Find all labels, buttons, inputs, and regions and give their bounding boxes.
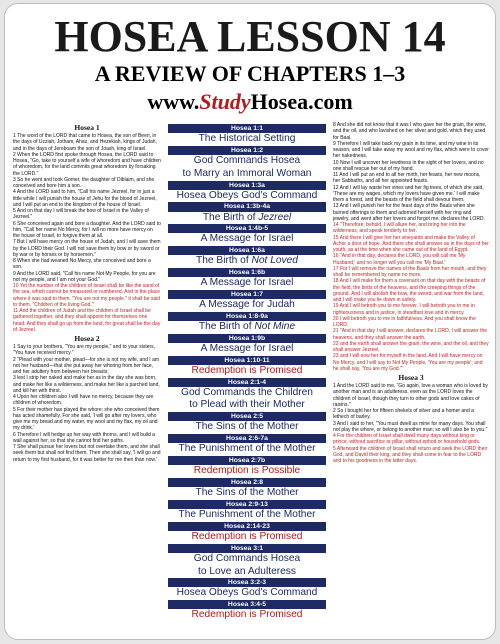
section-title: A Message for Israel bbox=[200, 342, 294, 354]
verse: 22 and the earth shall answer the grain, the wine, and the oil, and they shall answer Jezreel, bbox=[333, 340, 489, 353]
passage-reference-bar: Hosea 1:9b bbox=[168, 334, 326, 343]
passage-reference-bar: Hosea 2:9-13 bbox=[168, 500, 326, 509]
verse: 5 Afterward the children of Israel shall return and seek the LORD their God, and David their king, and they shall come in fear to the LORD and to his goodness in the latter days. bbox=[333, 445, 488, 464]
section-title: The Punishment of the Mother bbox=[178, 443, 316, 455]
verse: 6 Therefore I will hedge up her way with thorns, and I will build a wall against her, so that she cannot find her paths. bbox=[13, 431, 155, 444]
section-title: The Punishment of the Mother bbox=[178, 508, 316, 520]
passage-reference-bar: Hosea 1:1 bbox=[168, 124, 326, 133]
verse: 4 For the children of Israel shall dwell many days without king or prince, without sacrifice or pillar, without ephod or household gods. bbox=[333, 433, 481, 446]
verse: 2 So I bought her for fifteen shekels of silver and a homer and a lethech of barley. bbox=[333, 408, 474, 421]
passage-reference-bar: Hosea 1:7 bbox=[168, 290, 326, 299]
chapter-2-continued-text bbox=[333, 122, 489, 372]
section-title: Redemption is Promised bbox=[191, 609, 303, 621]
section-title: A Message for Israel bbox=[200, 277, 294, 289]
verse: 11 And the children of Judah and the children of Israel shall be gathered together, and they shall appoint for themselves one head. And they shall go up from the land, for great shall be the day of Jezreel. bbox=[13, 308, 161, 333]
website-suffix: Hosea.com bbox=[250, 89, 353, 114]
section-title: Redemption is Possible bbox=[193, 465, 301, 477]
website-prefix: www. bbox=[147, 89, 200, 114]
verse: 21 "And in that day I will answer, declares the LORD, I will answer the heavens, and they shall answer the earth, bbox=[333, 328, 488, 341]
verse: 1 And the LORD said to me, "Go again, love a woman who is loved by another man and is an adulteress, even as the LORD loves the children of Israel, though they turn to other gods and love cakes of raisins." bbox=[333, 383, 488, 408]
passage-reference-bar: Hosea 2:5 bbox=[168, 412, 326, 421]
passage-reference-bar: Hosea 1:8-9a bbox=[168, 312, 326, 321]
section-title: Hosea Obeys God's Command bbox=[176, 587, 318, 599]
passage-reference-bar: Hosea 2:6-7a bbox=[168, 434, 326, 443]
page-title: HOSEA LESSON 14 bbox=[54, 12, 446, 61]
verse: 10 Yet the number of the children of Israel shall be like the sand of the sea, which cannot be measured or numbered. And in the place where it was said to them, "You are not my people," it shall be said to them, "Children of the living God." bbox=[13, 283, 161, 308]
section-title: Redemption is Promised bbox=[191, 530, 303, 542]
verse: 11 And I will put an end to all her mirth, her feasts, her new moons, her Sabbaths, and all her appointed feasts. bbox=[333, 172, 481, 185]
outline-column bbox=[168, 124, 326, 622]
verse: 15 And there I will give her her vineyards and make the Valley of Achor a door of hope. And there she shall answer as in the days of her youth, as at the time when she came out of the land of Egypt. bbox=[333, 234, 489, 253]
verse: 8 And she did not know that it was I who gave her the grain, the wine, and the oil, and who lavished on her silver and gold, which they used for Baal. bbox=[333, 122, 487, 141]
passage-reference-bar: Hosea 2:8 bbox=[168, 478, 326, 487]
verse: 19 And I will betroth you to me forever. I will betroth you to me in righteousness and in justice, in steadfast love and in mercy. bbox=[333, 303, 475, 316]
section-title: The Sins of the Mother bbox=[195, 421, 299, 433]
left-column bbox=[13, 122, 161, 463]
section-title: The Birth of Jezreel bbox=[202, 211, 292, 223]
verse: 20 I will betroth you to me in faithfulness. And you shall know the LORD. bbox=[333, 315, 476, 328]
verse: 5 And on that day I will break the bow of Israel in the Valley of Jezreel." bbox=[13, 208, 149, 221]
chapter-2-text bbox=[13, 344, 161, 463]
section-title: God Commands Hosea bbox=[193, 154, 301, 166]
verse: 12 And I will lay waste her vines and her fig trees, of which she said, 'These are my wages, which my lovers have given me.' I will make them a forest, and the beasts of the field shall devour them. bbox=[333, 184, 484, 203]
verse: 2 "Plead with your mother, plead—for she is not my wife, and I am not her husband—that she put away her whoring from her face, and her adultery from between her breasts; bbox=[13, 356, 160, 375]
section-title: Redemption is Promised bbox=[191, 364, 303, 376]
verse: 23 and I will sow her for myself in the land. And I will have mercy on No Mercy, and I will say to Not My People, 'You are my people'; and he shall say, 'You are my God.'" bbox=[333, 353, 483, 372]
verse: 7 But I will have mercy on the house of Judah, and I will save them by the LORD their God. I will not save them by bow or by sword or by war or by horses or by horsemen." bbox=[13, 239, 161, 258]
verse: 9 And the LORD said, "Call his name Not My People, for you are not my people, and I am not your God." bbox=[13, 270, 156, 283]
passage-reference-bar: Hosea 2:1-4 bbox=[168, 378, 326, 387]
section-title: to Love an Adulteress bbox=[198, 565, 296, 577]
section-title: A Message for Judah bbox=[199, 299, 295, 311]
section-title: The Sins of the Mother bbox=[195, 487, 299, 499]
section-title: God Commands Hosea bbox=[193, 552, 301, 564]
passage-reference-bar: Hosea 2:7b bbox=[168, 456, 326, 465]
verse: 17 For I will remove the names of the Baals from her mouth, and they shall be remembered by name no more. bbox=[333, 265, 487, 278]
section-title: to Marry an Immoral Woman bbox=[182, 167, 312, 179]
verse: 8 When she had weaned No Mercy, she conceived and bore a son. bbox=[13, 258, 151, 271]
chapter-3-text bbox=[333, 383, 489, 464]
verse: 3 lest I strip her naked and make her as in the day she was born, and make her like a wilderness, and make her like a parched land, and kill her with thirst. bbox=[13, 375, 160, 394]
lesson-sheet bbox=[4, 3, 496, 640]
passage-reference-bar: Hosea 1:2 bbox=[168, 146, 326, 155]
verse: 6 She conceived again and bore a daughter. And the LORD said to him, "Call her name No Mercy, for I will no more have mercy on the house of Israel, to forgive them at all. bbox=[13, 220, 161, 239]
passage-reference-bar: Hosea 1:6a bbox=[168, 246, 326, 255]
verse: 1 The word of the LORD that came to Hosea, the son of Beeri, in the days of Uzziah, Jotham, Ahaz, and Hezekiah, kings of Judah, and in the days of Jeroboam the son of Joash, king of Israel. bbox=[13, 133, 157, 152]
verse: 10 Now I will uncover her lewdness in the sight of her lovers, and no one shall rescue her out of my hand. bbox=[333, 159, 484, 172]
website-accent: Study bbox=[199, 89, 251, 114]
page-subtitle: A REVIEW OF CHAPTERS 1–3 bbox=[94, 61, 406, 86]
section-title: God Commands the Children bbox=[181, 386, 313, 398]
verse: 1 Say to your brothers, "You are my people," and to your sisters, "You have received mercy." bbox=[13, 344, 156, 357]
verse: 18 And I will make for them a covenant on that day with the beasts of the field, the birds of the heavens, and the creeping things of the ground. And I will abolish the bow, the sword, and war from the land, and I will make you lie down in safety. bbox=[333, 278, 486, 303]
section-title: The Birth of Not Mine bbox=[198, 321, 296, 333]
passage-reference-bar: Hosea 1:6b bbox=[168, 268, 326, 277]
passage-reference-bar: Hosea 3:4-5 bbox=[168, 600, 326, 609]
verse: 9 Therefore I will take back my grain in its time, and my wine in its season, and I will take away my wool and my flax, which were to cover her nakedness. bbox=[333, 140, 489, 160]
verse: 16 "And in that day, declares the LORD, you will call me 'My Husband,' and no longer will you call me 'My Baal.' bbox=[333, 253, 466, 266]
chapter-heading: Hosea 1 bbox=[74, 123, 100, 132]
verse: 2 When the LORD first spoke through Hosea, the LORD said to Hosea, "Go, take to yourself a wife of whoredom and have children of whoredom, for the land commits great whoredom by forsaking the LORD." bbox=[13, 151, 161, 177]
chapter-heading: Hosea 3 bbox=[398, 373, 424, 382]
passage-reference-bar: Hosea 1:4b-5 bbox=[168, 224, 326, 233]
verse: 14 "Therefore, behold, I will allure her, and bring her into the wilderness, and speak tenderly to her. bbox=[333, 222, 466, 235]
verse: 7 She shall pursue her lovers but not overtake them, and she shall seek them but shall not find them. Then she shall say, 'I will go and return to my first husband, for it was better for me then than now.' bbox=[13, 444, 161, 463]
right-column bbox=[333, 122, 489, 464]
passage-reference-bar: Hosea 1:10-11 bbox=[168, 356, 326, 365]
website-link[interactable] bbox=[5, 90, 495, 114]
chapter-heading: Hosea 2 bbox=[74, 334, 100, 343]
passage-reference-bar: Hosea 3:1 bbox=[168, 544, 326, 553]
section-title: A Message for Israel bbox=[200, 233, 294, 245]
verse: 5 For their mother has played the whore; she who conceived them has acted shamefully. For she said, 'I will go after my lovers, who give me my bread and my water, my wool and my flax, my oil and my drink.' bbox=[13, 406, 160, 432]
section-title: Hosea Obeys God's Command bbox=[176, 189, 318, 201]
passage-reference-bar: Hosea 1:3a bbox=[168, 181, 326, 190]
section-title: to Plead with their Mother bbox=[189, 399, 305, 411]
chapter-1-text bbox=[13, 133, 161, 333]
verse: 13 And I will punish her for the feast days of the Baals when she burned offerings to them and adorned herself with her ring and jewelry, and went after her lovers and forgot me, declares the LORD. bbox=[333, 203, 485, 222]
passage-reference-bar: Hosea 2:14-23 bbox=[168, 522, 326, 531]
verse: 4 Upon her children also I will have no mercy, because they are children of whoredom. bbox=[13, 394, 154, 407]
verse: 3 So he went and took Gomer, the daughter of Diblaim, and she conceived and bore him a son. bbox=[13, 176, 155, 189]
passage-reference-bar: Hosea 3:2-3 bbox=[168, 578, 326, 587]
verse: 3 And I said to her, "You must dwell as mine for many days. You shall not play the whore, or belong to another man; so will I also be to you." bbox=[333, 420, 488, 433]
section-title: The Birth of Not Loved bbox=[196, 255, 298, 267]
section-title: The Historical Setting bbox=[198, 133, 296, 145]
verse: 4 And the LORD said to him, "Call his name Jezreel, for in just a little while I will punish the house of Jehu for the blood of Jezreel, and I will put an end to the kingdom of the house of Israel. bbox=[13, 189, 157, 208]
passage-reference-bar: Hosea 1:3b-4a bbox=[168, 202, 326, 211]
